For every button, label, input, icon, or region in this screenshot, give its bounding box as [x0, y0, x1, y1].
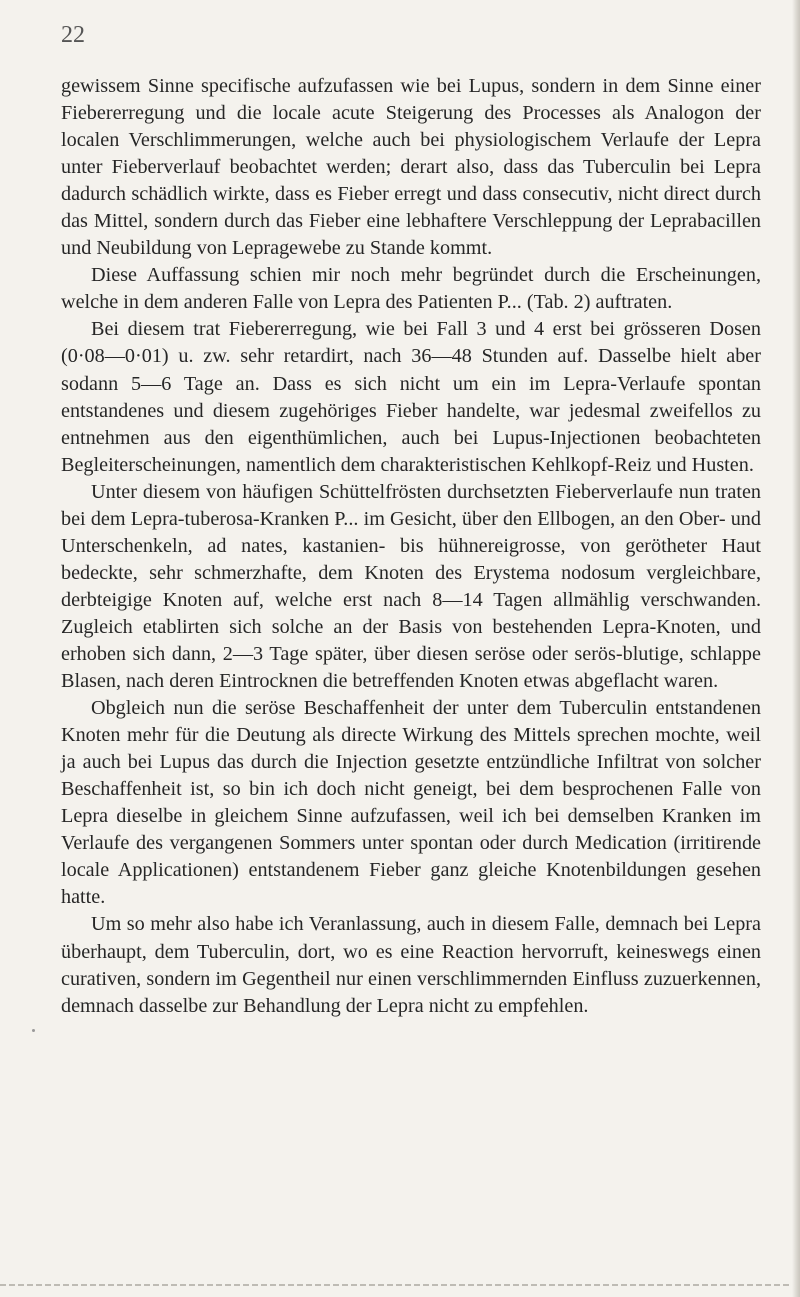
page-number: 22 — [61, 22, 85, 48]
paragraph-4: Unter diesem von häufigen Schüttelfrösten durchsetzten Fieberverlaufe nun traten bei dem Lepra-tuberosa-Kranken P... im Gesicht, über den Ellbogen, an den Ober- und Unterschenkeln, ad nates, kastanien- bis hühnereigrosse, von gerötheter Haut bedeckte, sehr schmerzhafte, dem Knoten des Erystema nodosum vergleichbare, derbteigige Knoten auf, welche erst nach 8—14 Tagen allmählig verschwanden. Zugleich etablirten sich solche an der Basis von bestehenden Lepra-Knoten, und erhoben sich dann, 2—3 Tage später, über diesen seröse oder serös-blutige, schlappe Blasen, nach deren Eintrocknen die betreffenden Knoten etwas abgeflacht waren. — [61, 480, 761, 693]
page-right-edge — [792, 0, 800, 1297]
paragraph-5: Obgleich nun die seröse Beschaffenheit der unter dem Tuberculin entstandenen Knoten mehr für die Deutung als directe Wirkung des Mittels sprechen mochte, weil ja auch bei Lupus das durch die Injection gesetzte entzündliche Infiltrat von solcher Beschaffenheit ist, so bin ich doch nicht geneigt, bei dem besprochenen Falle von Lepra dieselbe in gleichem Sinne aufzufassen, weil ich bei demselben Kranken im Verlaufe des vergangenen Sommers unter spontan oder durch Medication (irritirende locale Applicationen) entstandenem Fieber ganz gleiche Knotenbildungen gesehen hatte. — [61, 697, 761, 909]
paragraph-1: gewissem Sinne specifische aufzufassen wie bei Lupus, sondern in dem Sinne einer Fiebererregung und die locale acute Steigerung des Processes als Analogon der localen Verschlimmerungen, welche auch bei physiologischem Verlaufe der Lepra unter Fieberverlauf beobachtet werden; derart also, dass das Tuberculin bei Lepra dadurch schädlich wirkte, dass es Fieber erregt und dass consecutiv, nicht direct durch das Mittel, sondern durch das Fieber eine lebhaftere Verschleppung der Leprabacillen und Neubildung von Lepragewebe zu Stande kommt. — [61, 75, 761, 260]
paper-speck — [32, 1029, 35, 1032]
paragraph-2: Diese Auffassung schien mir noch mehr begründet durch die Erscheinungen, welche in dem anderen Falle von Lepra des Patienten P... (Tab. 2) auftraten. — [61, 264, 761, 314]
paragraph-3: Bei diesem trat Fiebererregung, wie bei Fall 3 und 4 erst bei grösseren Dosen (0·08—0·01) u. zw. sehr retardirt, nach 36—48 Stunden auf. Dasselbe hielt aber sodann 5—6 Tage an. Dass es sich nicht um ein im Lepra-Verlaufe spontan entstandenes und diesem zugehöriges Fieber handelte, war jedesmal zweifellos zu entnehmen aus den eigenthümlichen, auch bei Lupus-Injectionen beobachteten Begleiterscheinungen, namentlich dem charakteristischen Kehlkopf-Reiz und Husten. — [61, 318, 761, 476]
body-text — [61, 73, 761, 1020]
paragraph-6: Um so mehr also habe ich Veranlassung, auch in diesem Falle, demnach bei Lepra überhaupt, dem Tuberculin, dort, wo es eine Reaction hervorruft, keineswegs einen curativen, sondern im Gegentheil nur einen verschlimmernden Einfluss zuzuerkennen, demnach dasselbe zur Behandlung der Lepra nicht zu empfehlen. — [61, 913, 761, 1017]
bottom-edge-rule — [0, 1284, 800, 1286]
